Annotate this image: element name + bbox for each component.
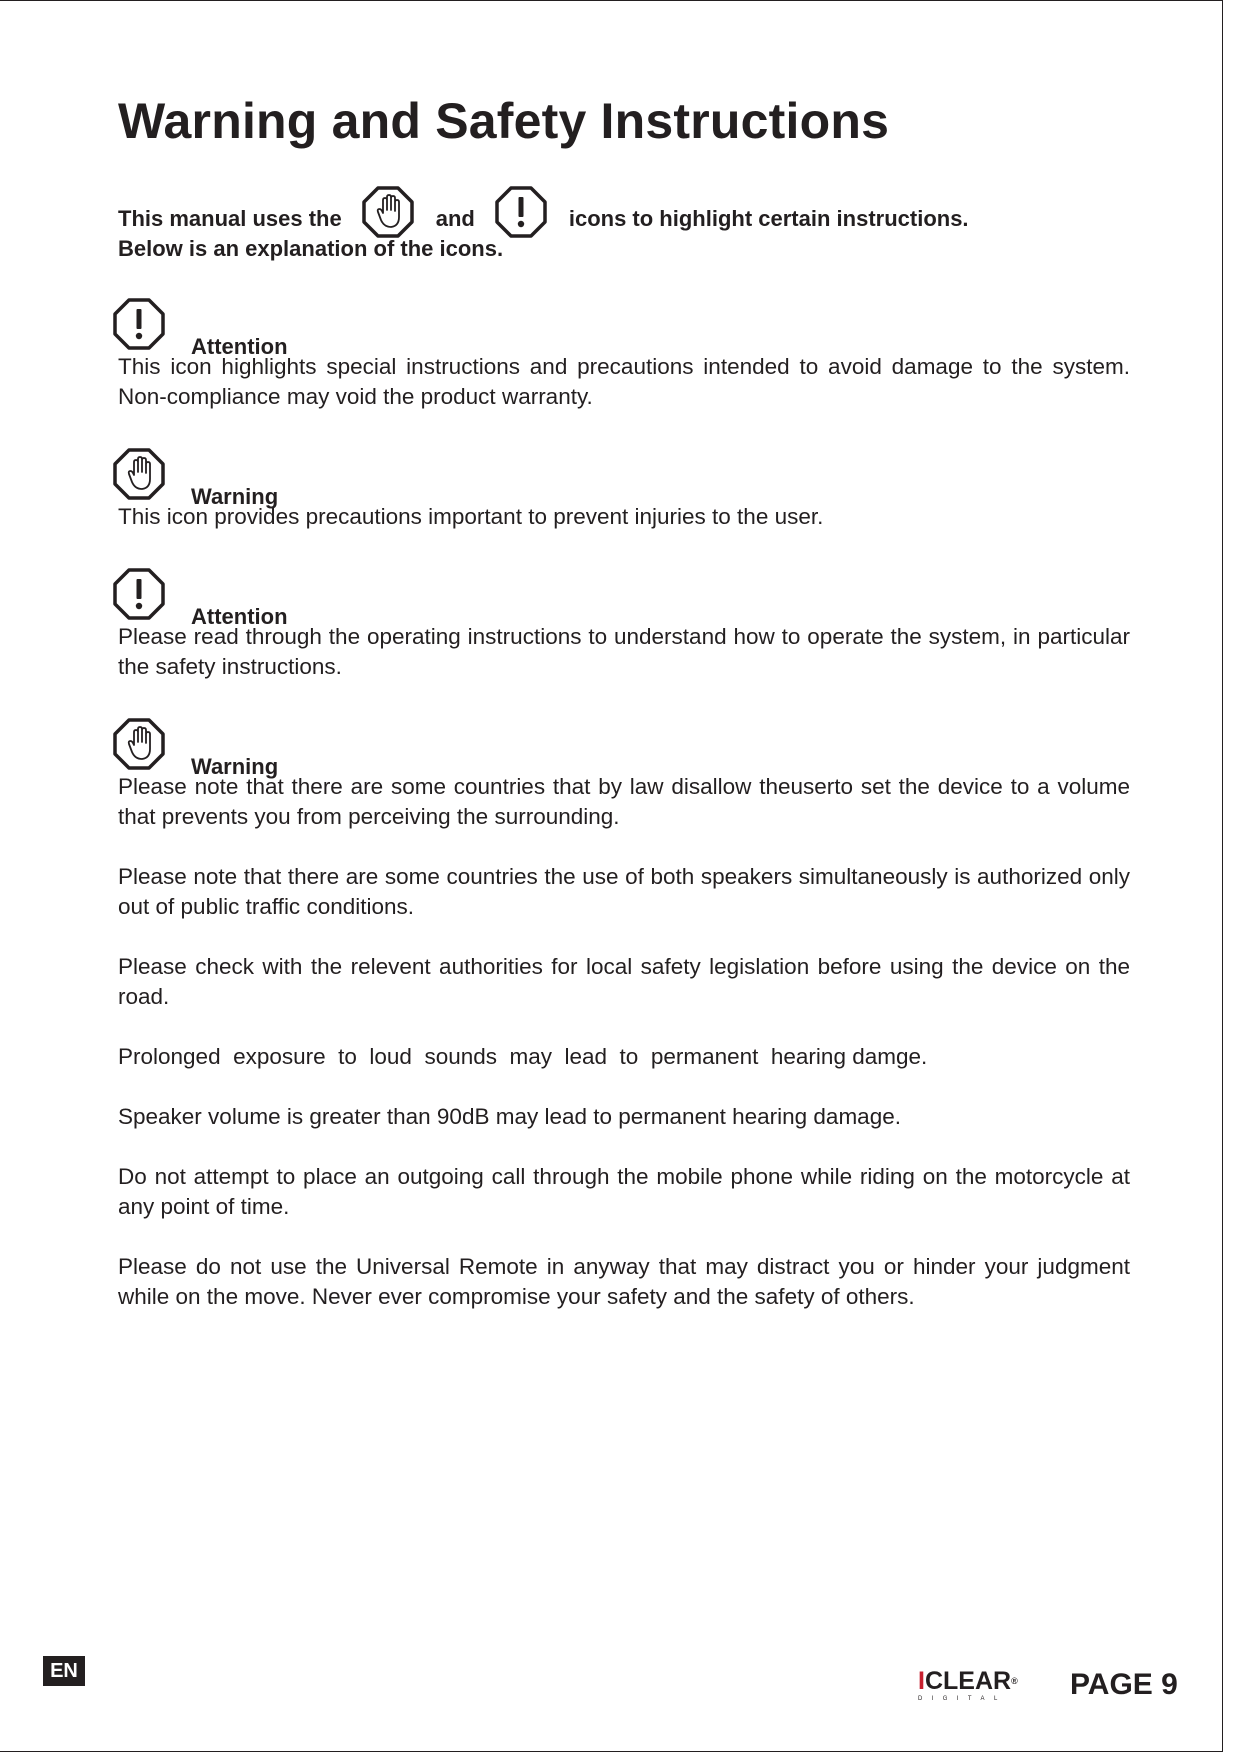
section-text: This icon highlights special instructions and precautions intended to avoid damage to the system. Non-compliance may void the product warranty. — [118, 354, 1130, 409]
section-label: Warning — [191, 754, 279, 779]
paragraph-volume: Speaker volume is greater than 90dB may lead to permanent hearing damage. — [118, 1104, 901, 1129]
paragraph-legislation: Please check with the relevent authorities for local safety legislation before using the device on the road. — [118, 954, 1130, 1009]
page-title: Warning and Safety Instructions — [118, 93, 890, 149]
attention-exclamation-icon — [113, 568, 165, 620]
paragraph-phone-call: Do not attempt to place an outgoing call through the mobile phone while riding on the motorcycle at any point of time. — [118, 1164, 1130, 1219]
intro-part-2: and — [435, 206, 475, 231]
section-warning-2-heading — [113, 718, 279, 779]
logo-wordmark — [918, 1668, 1028, 1694]
warning-hand-icon — [362, 186, 414, 238]
intro-line-2: Below is an explanation of the icons. — [118, 236, 504, 261]
logo-accent: I — [918, 1667, 925, 1695]
warning-hand-icon — [113, 448, 165, 500]
section-attention-1-heading — [113, 298, 288, 359]
intro-part-1: This manual uses the — [118, 206, 342, 231]
section-label: Warning — [191, 484, 279, 509]
section-label: Attention — [191, 334, 288, 359]
logo-text: CLEAR — [924, 1667, 1012, 1695]
paragraph-exposure: Prolonged exposure to loud sounds may lead to permanent hearing damge. — [118, 1044, 928, 1069]
intro-part-3: icons to highlight certain instructions. — [568, 206, 969, 231]
logo-mark: ® — [1011, 1676, 1018, 1686]
intro-text — [118, 180, 969, 264]
logo-subtitle: DIGITAL — [918, 1696, 1007, 1702]
attention-exclamation-icon — [113, 298, 165, 350]
section-text: Please read through the operating instructions to understand how to operate the system, in particular the safety instructions. — [118, 624, 1130, 679]
section-warning-1-heading — [113, 448, 279, 509]
section-text: Please note that there are some countries that by law disallow theuserto set the device to a volume that prevents you from perceiving the surrounding. — [118, 774, 1130, 829]
section-label: Attention — [191, 604, 288, 629]
warning-hand-icon — [113, 718, 165, 770]
language-badge: EN — [43, 1656, 85, 1686]
section-text: This icon provides precautions important to prevent injuries to the user. — [118, 504, 824, 529]
attention-exclamation-icon — [495, 186, 547, 238]
paragraph-speakers: Please note that there are some countries the use of both speakers simultaneously is authorized only out of public traffic conditions. — [118, 864, 1130, 919]
paragraph-remote: Please do not use the Universal Remote in anyway that may distract you or hinder your judgment while on the move. Never ever compromise your safety and the safety of others. — [118, 1254, 1130, 1309]
section-attention-2-heading — [113, 568, 288, 629]
iclear-logo — [918, 1668, 1028, 1708]
intro-line-1 — [118, 180, 969, 234]
page-number: PAGE 9 — [1070, 1668, 1178, 1701]
